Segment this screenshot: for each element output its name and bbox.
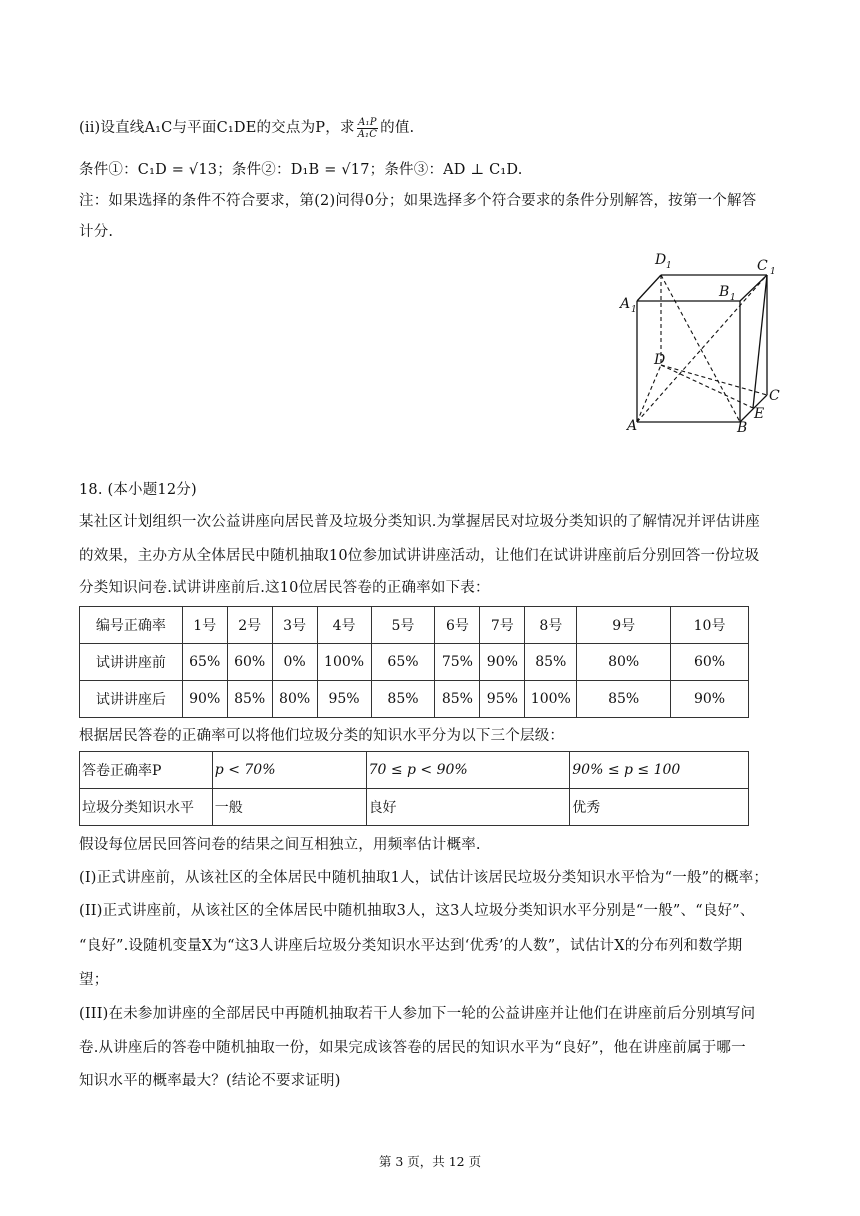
- label-D: D: [654, 352, 666, 368]
- label-C1: C: [757, 258, 768, 274]
- table-header-row: 编号正确率 1号 2号 3号 4号 5号 6号 7号 8号 9号 10号: [80, 607, 749, 644]
- svg-text:1: 1: [666, 261, 672, 271]
- part-II-line-2: “良好”.设随机变量X为“这3人讲座后垃圾分类知识水平达到‘优秀’的人数”，试估计X的分布列和数学期: [79, 938, 743, 954]
- paragraph-4: 根据居民答卷的正确率可以将他们垃圾分类的知识水平分为以下三个层级：: [79, 728, 565, 744]
- label-C: C: [769, 388, 780, 404]
- page-footer: 第 3 页，共 12 页: [378, 1154, 482, 1169]
- question-18-heading: 18. (本小题12分): [79, 482, 197, 498]
- paragraph-3: 分类知识问卷.试讲讲座前后.这10位居民答卷的正确率如下表：: [79, 580, 490, 596]
- label-A: A: [627, 418, 638, 434]
- part-II-line-3: 望；: [79, 972, 109, 988]
- part-III-line-1: (III)在未参加讲座的全部居民中再随机抽取若干人参加下一轮的公益讲座并让他们在讲座前后分别填写问: [79, 1006, 756, 1022]
- svg-text:1: 1: [730, 293, 736, 303]
- level-table: [79, 751, 749, 826]
- q17-part-ii: (ii)设直线A₁C与平面C₁DE的交点为P，求 $\frac{\text{A₁P}}{\text{A₁C}}$ 的值.: [79, 116, 415, 140]
- table-row: 试讲讲座后 90% 85% 80% 95% 85% 85% 95% 100% 85% 90%: [80, 681, 749, 718]
- label-E: E: [754, 406, 765, 422]
- part-II-line-1: (II)正式讲座前，从该社区的全体居民中随机抽取3人，这3人垃圾分类知识水平分别是“一般”、“良好”、: [79, 903, 755, 919]
- part-III-line-2: 卷.从讲座后的答卷中随机抽取一份，如果完成该答卷的居民的知识水平为“良好”，他在讲座前属于哪一: [79, 1040, 746, 1056]
- fraction: $\frac{\text{A₁P}}{\text{A₁C}}$: [357, 116, 378, 140]
- table-row: 垃圾分类知识水平 一般 良好 优秀: [80, 789, 749, 826]
- conditions: 条件①：C₁D = √13；条件②：D₁B = √17；条件③：AD ⊥ C₁D.: [79, 162, 523, 178]
- table-row: 试讲讲座前 65% 60% 0% 100% 65% 75% 90% 85% 80% 60%: [80, 644, 749, 681]
- table-row: 答卷正确率P p < 70% 70 ≤ p < 90% 90% ≤ p ≤ 100: [80, 752, 749, 789]
- cube-figure: [615, 250, 790, 435]
- paragraph-5: 假设每位居民回答问卷的结果之间互相独立，用频率估计概率.: [79, 837, 481, 853]
- label-B1: B: [719, 284, 730, 300]
- svg-text:1: 1: [631, 305, 637, 315]
- paragraph-2: 的效果，主办方从全体居民中随机抽取10位参加试讲讲座活动，让他们在试讲讲座前后分别回答一份垃圾: [79, 548, 760, 564]
- part-I: (I)正式讲座前，从该社区的全体居民中随机抽取1人，试估计该居民垃圾分类知识水平恰为“一般”的概率；: [79, 870, 769, 886]
- note-line-1: 注：如果选择的条件不符合要求，第(2)问得0分；如果选择多个符合要求的条件分别解答，按第一个解答: [79, 193, 757, 209]
- label-B: B: [737, 420, 748, 435]
- svg-text:1: 1: [770, 267, 776, 277]
- part-III-line-3: 知识水平的概率最大？(结论不要求证明): [79, 1073, 341, 1089]
- label-D1: D: [655, 252, 667, 268]
- note-line-2: 计分.: [79, 224, 114, 240]
- paragraph-1: 某社区计划组织一次公益讲座向居民普及垃圾分类知识.为掌握居民对垃圾分类知识的了解情况并评估讲座: [79, 514, 761, 530]
- accuracy-table: [79, 606, 749, 718]
- label-A1: A: [620, 296, 631, 312]
